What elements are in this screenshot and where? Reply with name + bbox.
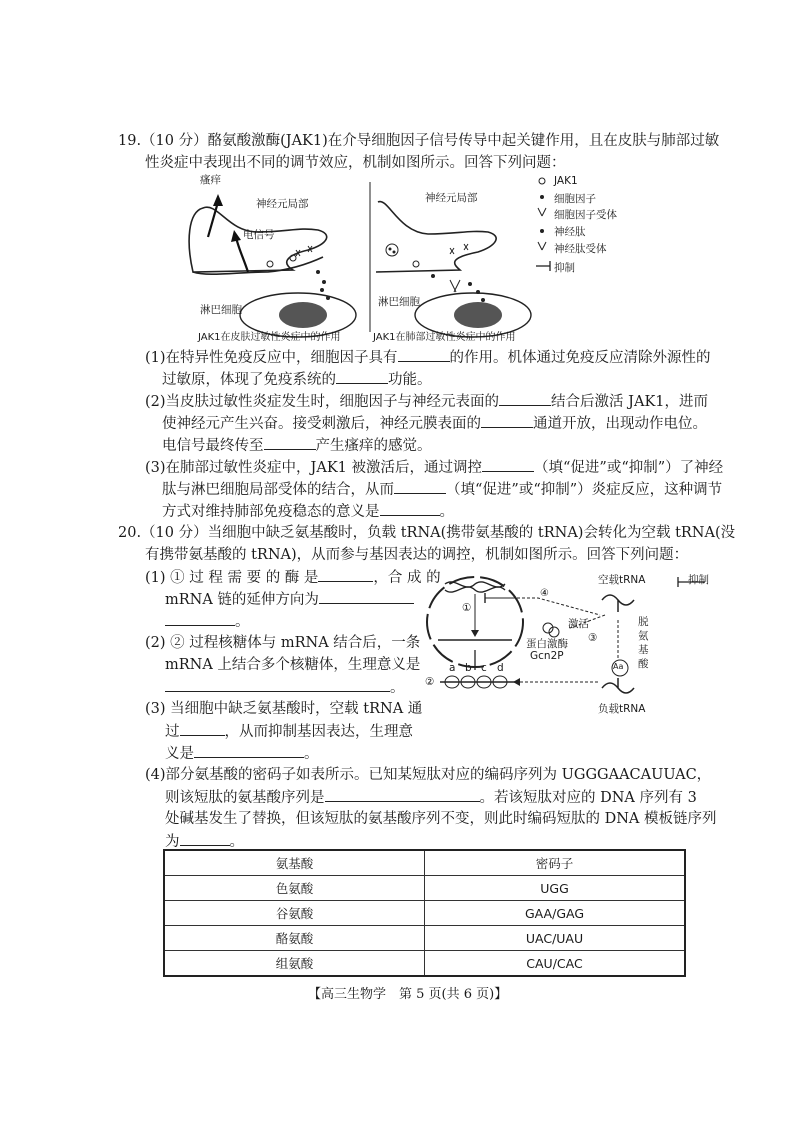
label-inhibit: 抑制 <box>688 574 709 586</box>
q19-part1-line2 <box>162 369 432 390</box>
ribosome-label-a: a <box>449 662 456 674</box>
right-neuron-outline <box>376 202 496 272</box>
empty-trna-symbol <box>602 595 634 612</box>
answer-blank[interactable] <box>165 677 390 692</box>
right-nucleus <box>454 302 502 328</box>
q20-part3-line2 <box>165 721 413 742</box>
legend-neuropeptide-symbol <box>540 229 544 233</box>
q20-p4d-post: 。 <box>229 834 244 850</box>
legend-neuropeptide-receptor: 神经肽受体 <box>554 243 607 255</box>
q19-part3-line1 <box>145 457 723 478</box>
table-cell: UAC/UAU <box>425 926 686 951</box>
right-caption: JAK1在肺部过敏性炎症中的作用 <box>373 332 516 343</box>
table-row <box>164 951 685 977</box>
q20-part3-line3 <box>165 743 319 764</box>
step3-marker: ③ <box>588 632 598 644</box>
legend-neuropeptide: 神经肽 <box>554 226 586 238</box>
q19-p3c-post: 。 <box>439 504 454 520</box>
q19-p3c-pre: 方式对维持肺部免疫稳态的意义是 <box>162 504 380 520</box>
q20-part4-line1: (4)部分氨基酸的密码子如表所示。已知某短肽对应的编码序列为 UGGGAACAUUAC， <box>145 767 712 783</box>
table-row <box>164 901 685 926</box>
q20-p3c-post: 。 <box>304 746 319 762</box>
legend-cytokine-symbol <box>540 195 544 199</box>
q20-p2c-post: 。 <box>390 680 405 696</box>
label-itch: 瘙痒 <box>200 174 221 186</box>
label-deacyl-3: 基 <box>638 644 649 656</box>
vesicle-dot <box>389 248 392 251</box>
q20-part1-line3 <box>165 611 250 632</box>
table-cell: 谷氨酸 <box>164 901 425 926</box>
table-cell: 组氨酸 <box>164 951 425 977</box>
q19-stem-line1: 19.（10 分）酪氨酸激酶(JAK1)在介导细胞因子信号传导中起关键作用，且在皮肤与肺部过敏 <box>118 133 720 149</box>
cytokine-dot <box>320 288 324 292</box>
ribosome-label-c: c <box>481 662 487 674</box>
cytokine-dot <box>468 282 472 286</box>
q19-p3b-post: （填“促进”或“抑制”）炎症反应，这种调节 <box>446 482 723 498</box>
answer-blank[interactable] <box>482 457 534 472</box>
legend-np-receptor-symbol <box>538 242 546 250</box>
vesicle-dot <box>393 251 396 254</box>
legend-cytokine: 细胞因子 <box>554 193 596 205</box>
q20-figure-svg <box>420 570 720 720</box>
signal-arrowhead <box>231 230 241 242</box>
step4-marker: ④ <box>540 588 549 599</box>
q19-p3a-post: （填“促进”或“抑制”）了神经 <box>534 460 724 476</box>
answer-blank[interactable] <box>264 435 316 450</box>
answer-blank[interactable] <box>318 567 373 582</box>
q19-part3-line2 <box>162 479 722 500</box>
receptors-right <box>450 244 468 254</box>
q19-p1b-post: 功能。 <box>388 372 432 388</box>
table-header-row <box>164 850 685 876</box>
table-header-cell: 密码子 <box>425 850 686 876</box>
label-loaded-trna: 负载tRNA <box>598 703 646 715</box>
legend-inhibit: 抑制 <box>554 262 575 274</box>
label-deacyl-4: 酸 <box>638 658 649 670</box>
q20-p3c-pre: 义是 <box>165 746 194 762</box>
q19-p2b-post: 通道开放，出现动作电位。 <box>533 416 707 432</box>
label-neuron-local-right: 神经元局部 <box>425 192 478 204</box>
ribosome-label-b: b <box>465 662 472 674</box>
dna-helix-strand <box>445 587 505 592</box>
q20-p1b: mRNA 链的延伸方向为 <box>165 592 319 608</box>
q19-part3-line3 <box>162 501 454 522</box>
q19-p2c-pre: 电信号最终传至 <box>162 438 264 454</box>
table-header-cell: 氨基酸 <box>164 850 425 876</box>
label-lymph-left: 淋巴细胞 <box>200 304 242 316</box>
q20-p4b-pre: 则该短肽的氨基酸序列是 <box>165 790 325 806</box>
q19-p2a-pre: (2)当皮肤过敏性炎症发生时，细胞因子与神经元表面的 <box>145 394 500 410</box>
answer-blank[interactable] <box>180 831 230 846</box>
q20-part2-line1: (2) ② 过程核糖体与 mRNA 结合后，一条 <box>145 635 421 651</box>
q19-part2-line2 <box>162 413 707 434</box>
q19-p2c-post: 产生瘙痒的感觉。 <box>315 438 432 454</box>
q20-p3b-pre: 过 <box>165 724 180 740</box>
table-row <box>164 876 685 901</box>
step2-marker: ② <box>425 676 435 688</box>
signal-arrow <box>236 237 248 272</box>
q20-part1-line2 <box>165 589 414 610</box>
answer-blank[interactable] <box>325 787 480 802</box>
q20-p4b-post: 。若该短肽对应的 DNA 序列有 3 <box>479 790 697 806</box>
q20-figure <box>420 570 720 720</box>
table-cell: 酪氨酸 <box>164 926 425 951</box>
legend-jak1-symbol <box>539 178 545 184</box>
legend-jak1: JAK1 <box>554 175 578 187</box>
q19-figure <box>188 172 618 344</box>
jak1-left-1 <box>267 261 273 267</box>
table-cell: CAU/CAC <box>425 951 686 977</box>
right-vesicle <box>386 244 398 256</box>
step4-path <box>512 598 600 615</box>
neuropeptide-receptor <box>450 280 460 292</box>
neuropeptide-dot <box>431 274 435 278</box>
answer-blank[interactable] <box>380 501 440 516</box>
table-cell: 色氨酸 <box>164 876 425 901</box>
q20-part1-line1 <box>145 567 441 588</box>
answer-blank[interactable] <box>398 347 450 362</box>
q19-p1a-pre: (1)在特异性免疫反应中，细胞因子具有 <box>145 350 398 366</box>
label-kinase: 蛋白激酶 <box>526 638 568 650</box>
q19-p3a-pre: (3)在肺部过敏性炎症中，JAK1 被激活后，通过调控 <box>145 460 482 476</box>
label-gcn2p: Gcn2P <box>530 650 564 662</box>
itch-arrowhead <box>213 194 223 206</box>
q20-part2-line2: mRNA 上结合多个核糖体，生理意义是 <box>165 657 421 673</box>
answer-blank[interactable] <box>481 413 533 428</box>
table-row <box>164 926 685 951</box>
answer-blank[interactable] <box>499 391 551 406</box>
page-footer: 【高三生物学 第 5 页(共 6 页)】 <box>308 987 508 1002</box>
q20-p3b-post: ，从而抑制基因表达，生理意 <box>224 724 413 740</box>
label-empty-trna: 空载tRNA <box>598 574 646 586</box>
q20-p1a-post: ，合 成 的 <box>373 570 441 586</box>
dna-helix <box>445 582 505 587</box>
q20-part4-line3: 处碱基发生了替换，但该短肽的氨基酸序列不变，则此时编码短肽的 DNA 模板链序列 <box>165 811 717 827</box>
label-aa: Aa <box>613 662 624 671</box>
q19-p1b-pre: 过敏原，体现了免疫系统的 <box>162 372 336 388</box>
loaded-trna-symbol <box>602 678 634 693</box>
q19-p3b-pre: 肽与淋巴细胞局部受体的结合，从而 <box>162 482 394 498</box>
legend-cytokine-receptor: 细胞因子受体 <box>554 209 617 221</box>
q19-p1a-post: 的作用。机体通过免疫反应清除外源性的 <box>449 350 711 366</box>
q20-stem-line2: 有携带氨基酸的 tRNA)，从而参与基因表达的调控，机制如图所示。回答下列问题： <box>145 547 689 563</box>
q19-p2b-pre: 使神经元产生兴奋。接受刺激后，神经元膜表面的 <box>162 416 481 432</box>
cytokine-dot <box>322 280 326 284</box>
left-nucleus <box>279 302 327 328</box>
label-neuron-local-left: 神经元局部 <box>256 198 309 210</box>
left-caption: JAK1在皮肤过敏性炎症中的作用 <box>198 332 341 343</box>
answer-blank[interactable] <box>394 479 446 494</box>
q20-stem-line1: 20.（10 分）当细胞中缺乏氨基酸时，负载 tRNA(携带氨基酸的 tRNA)会转化为空载 tRNA(没 <box>118 525 736 541</box>
q19-part2-line1 <box>145 391 708 412</box>
q19-part2-line3 <box>162 435 432 456</box>
q19-part1-line1 <box>145 347 711 368</box>
label-deacyl-2: 氨 <box>638 630 649 642</box>
answer-blank[interactable] <box>319 589 414 604</box>
q20-p1c-post: 。 <box>235 614 250 630</box>
table-cell: UGG <box>425 876 686 901</box>
answer-blank[interactable] <box>165 611 235 626</box>
q19-p2a-post: 结合后激活 JAK1，进而 <box>551 394 708 410</box>
step1-marker: ① <box>462 602 472 614</box>
legend-receptor-symbol <box>538 208 546 216</box>
label-signal: 电信号 <box>243 229 275 241</box>
q19-stem-line2: 性炎症中表现出不同的调节效应，机制如图所示。回答下列问题： <box>145 155 566 171</box>
label-lymph-right: 淋巴细胞 <box>378 296 420 308</box>
label-deacyl-1: 脱 <box>638 616 649 628</box>
answer-blank[interactable] <box>336 369 388 384</box>
ribosome-label-d: d <box>497 662 504 674</box>
transcription-arrowhead <box>471 630 479 637</box>
codon-table <box>163 849 686 977</box>
cytokine-dot <box>316 270 320 274</box>
table-cell: GAA/GAG <box>425 901 686 926</box>
q20-part2-line3 <box>165 677 405 698</box>
label-activate: 激活 <box>568 618 589 630</box>
q20-part4-line2 <box>165 787 697 808</box>
answer-blank[interactable] <box>194 743 304 758</box>
q20-p1a-pre: (1) ① 过 程 需 要 的 酶 是 <box>145 570 319 586</box>
answer-blank[interactable] <box>180 721 225 736</box>
jak1-right-1 <box>413 261 419 267</box>
q20-part3-line1: (3) 当细胞中缺乏氨基酸时，空载 tRNA 通 <box>145 701 423 717</box>
trna-delivery-arrowhead <box>513 678 520 686</box>
cytokine-dot <box>481 298 485 302</box>
q20-p4d-pre: 为 <box>165 834 180 850</box>
